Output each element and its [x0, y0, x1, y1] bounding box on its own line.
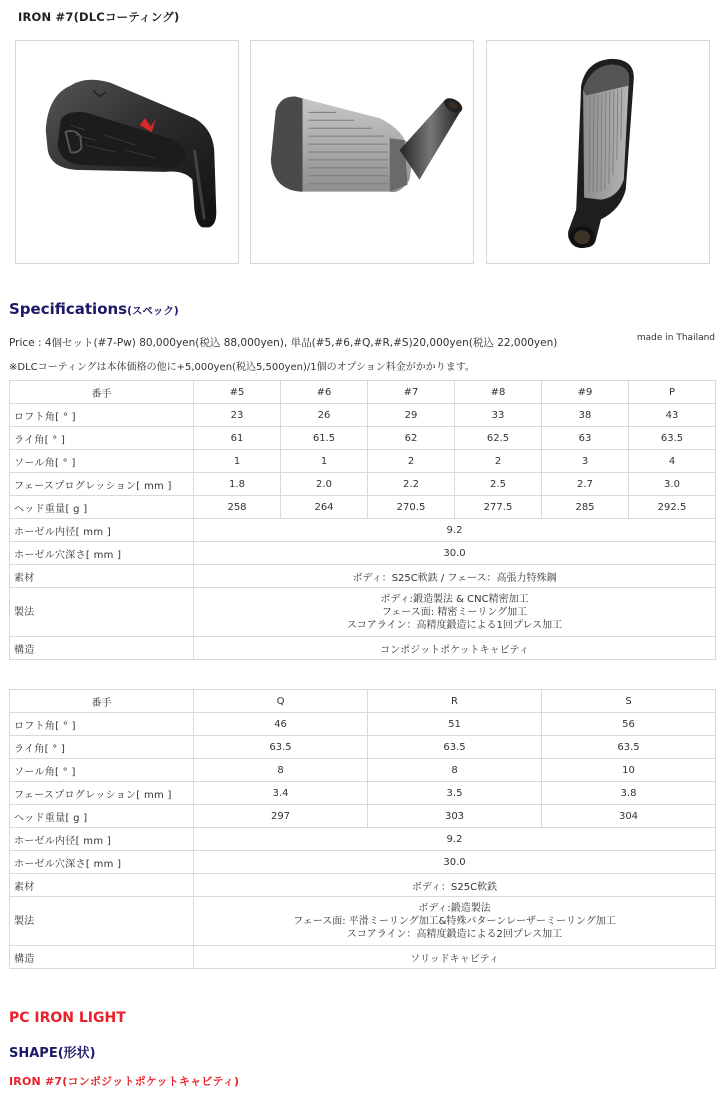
specifications-heading-text: Specifications	[9, 300, 128, 318]
cell: 63.5	[542, 736, 716, 759]
table-row-structure	[10, 637, 716, 660]
header-cell: Q	[194, 690, 368, 713]
row-label: 構造	[10, 637, 194, 660]
cell: コンポジットポケットキャビティ	[194, 637, 716, 660]
cell: 2.7	[542, 473, 629, 496]
cell: 4	[629, 450, 716, 473]
cell: 2	[368, 450, 455, 473]
iron-face-view-image[interactable]	[250, 40, 474, 264]
row-label: ロフト角[ ° ]	[10, 404, 194, 427]
spec-table-standard	[9, 380, 716, 660]
header-cell: #7	[368, 381, 455, 404]
header-cell: R	[368, 690, 542, 713]
cell: 8	[194, 759, 368, 782]
cell: 63	[542, 427, 629, 450]
cell: ソリッドキャビティ	[194, 946, 716, 969]
table-row-head-weight	[10, 496, 716, 519]
cell: 3	[542, 450, 629, 473]
cell-line: フェース面: 精密ミーリング加工	[381, 606, 528, 618]
made-in-text: made in Thailand	[636, 333, 715, 343]
iron-7-composite-subtitle: IRON #7(コンポジットポケットキャビティ)	[9, 1075, 240, 1088]
cell: 303	[368, 805, 542, 828]
row-label: ホーゼル内径[ mm ]	[10, 519, 194, 542]
table-row-material	[10, 565, 716, 588]
specifications-heading	[9, 300, 179, 318]
iron-face-icon	[251, 41, 473, 263]
cell-line: スコアライン：高精度鍛造による2回プレス加工	[346, 928, 563, 940]
cell: 258	[194, 496, 281, 519]
price-text: Price : 4個セット(#7-Pw) 80,000yen(税込 88,000yen), 単品(#5,#6,#Q,#R,#S)20,000yen(税込 22,000yen)	[9, 337, 558, 349]
cell: 3.8	[542, 782, 716, 805]
table-row-material	[10, 874, 716, 897]
cell: 61	[194, 427, 281, 450]
cell: 33	[455, 404, 542, 427]
cell: 292.5	[629, 496, 716, 519]
cell: 56	[542, 713, 716, 736]
cell: 51	[368, 713, 542, 736]
cell: 270.5	[368, 496, 455, 519]
table-row-lie	[10, 736, 716, 759]
row-label: ロフト角[ ° ]	[10, 713, 194, 736]
cell: 1.8	[194, 473, 281, 496]
cell: 3.0	[629, 473, 716, 496]
cell: 3.5	[368, 782, 542, 805]
row-label: 製法	[10, 588, 194, 637]
cell: 62	[368, 427, 455, 450]
cell: 3.4	[194, 782, 368, 805]
cell: 9.2	[194, 828, 716, 851]
table-row-sole	[10, 450, 716, 473]
table-row-sole	[10, 759, 716, 782]
cell: ボディ：S25C軟鉄 / フェース：高張力特殊鋼	[194, 565, 716, 588]
table-row-loft	[10, 404, 716, 427]
cell-multiline	[194, 897, 716, 946]
row-label: ホーゼル穴深さ[ mm ]	[10, 851, 194, 874]
cell: 297	[194, 805, 368, 828]
row-label: フェースプログレッション[ mm ]	[10, 782, 194, 805]
row-label: ヘッド重量[ g ]	[10, 805, 194, 828]
table-row-hosel-depth	[10, 542, 716, 565]
row-label: 構造	[10, 946, 194, 969]
table-row-lie	[10, 427, 716, 450]
row-label: ソール角[ ° ]	[10, 759, 194, 782]
cell: 1	[194, 450, 281, 473]
row-label: ホーゼル内径[ mm ]	[10, 828, 194, 851]
cell: 2.5	[455, 473, 542, 496]
table-row-structure	[10, 946, 716, 969]
table-row-head-weight	[10, 805, 716, 828]
cell: 63.5	[194, 736, 368, 759]
cell: 2	[455, 450, 542, 473]
table-row-manufacturing	[10, 897, 716, 946]
cell-line: スコアライン：高精度鍛造による1回プレス加工	[346, 619, 563, 631]
header-cell: #9	[542, 381, 629, 404]
shape-heading: SHAPE(形状)	[9, 1046, 96, 1061]
row-label: 素材	[10, 874, 194, 897]
table-row-manufacturing	[10, 588, 716, 637]
dlc-option-note: ※DLCコーティングは本体価格の他に+5,000yen(税込5,500yen)/1個のオプション料金がかかります。	[9, 362, 475, 373]
iron-back-icon	[16, 41, 238, 263]
cell-line: ボディ:鍛造製法	[418, 902, 491, 914]
cell-line: ボディ:鍛造製法 & CNC精密加工	[380, 593, 529, 605]
cell: 2.2	[368, 473, 455, 496]
cell: ボディ：S25C軟鉄	[194, 874, 716, 897]
row-label: フェースプログレッション[ mm ]	[10, 473, 194, 496]
table-row-face-progression	[10, 473, 716, 496]
cell: 63.5	[629, 427, 716, 450]
cell: 46	[194, 713, 368, 736]
header-cell-club: 番手	[10, 381, 194, 404]
row-label: 製法	[10, 897, 194, 946]
table-row-hosel-depth	[10, 851, 716, 874]
iron-dlc-title: IRON #7(DLCコーティング)	[18, 10, 180, 24]
header-cell: #8	[455, 381, 542, 404]
row-label: ライ角[ ° ]	[10, 736, 194, 759]
cell: 8	[368, 759, 542, 782]
iron-top-view-image[interactable]	[486, 40, 710, 264]
table-header-row	[10, 690, 716, 713]
header-cell: S	[542, 690, 716, 713]
cell: 2.0	[281, 473, 368, 496]
header-cell-club: 番手	[10, 690, 194, 713]
table-row-face-progression	[10, 782, 716, 805]
specifications-heading-sub: (スペック)	[127, 305, 179, 317]
cell: 285	[542, 496, 629, 519]
header-cell: P	[629, 381, 716, 404]
cell: 26	[281, 404, 368, 427]
table-row-hosel-diameter	[10, 828, 716, 851]
row-label: ヘッド重量[ g ]	[10, 496, 194, 519]
spec-table-wedges	[9, 689, 716, 969]
pc-iron-light-title: PC IRON LIGHT	[9, 1010, 126, 1026]
row-label: ソール角[ ° ]	[10, 450, 194, 473]
row-label: 素材	[10, 565, 194, 588]
cell: 1	[281, 450, 368, 473]
cell: 264	[281, 496, 368, 519]
cell: 23	[194, 404, 281, 427]
cell: 30.0	[194, 542, 716, 565]
iron-back-view-image[interactable]	[15, 40, 239, 264]
cell: 38	[542, 404, 629, 427]
cell: 304	[542, 805, 716, 828]
cell: 30.0	[194, 851, 716, 874]
cell: 29	[368, 404, 455, 427]
header-cell: #6	[281, 381, 368, 404]
cell: 61.5	[281, 427, 368, 450]
product-gallery	[15, 40, 715, 264]
cell: 277.5	[455, 496, 542, 519]
cell: 9.2	[194, 519, 716, 542]
cell: 10	[542, 759, 716, 782]
cell: 43	[629, 404, 716, 427]
cell: 62.5	[455, 427, 542, 450]
table-row-loft	[10, 713, 716, 736]
row-label: ライ角[ ° ]	[10, 427, 194, 450]
table-row-hosel-diameter	[10, 519, 716, 542]
iron-top-icon	[487, 41, 709, 263]
row-label: ホーゼル穴深さ[ mm ]	[10, 542, 194, 565]
cell-line: フェース面: 平滑ミーリング加工&特殊パターンレーザーミーリング加工	[293, 915, 616, 927]
cell-multiline	[194, 588, 716, 637]
header-cell: #5	[194, 381, 281, 404]
cell: 63.5	[368, 736, 542, 759]
table-header-row	[10, 381, 716, 404]
